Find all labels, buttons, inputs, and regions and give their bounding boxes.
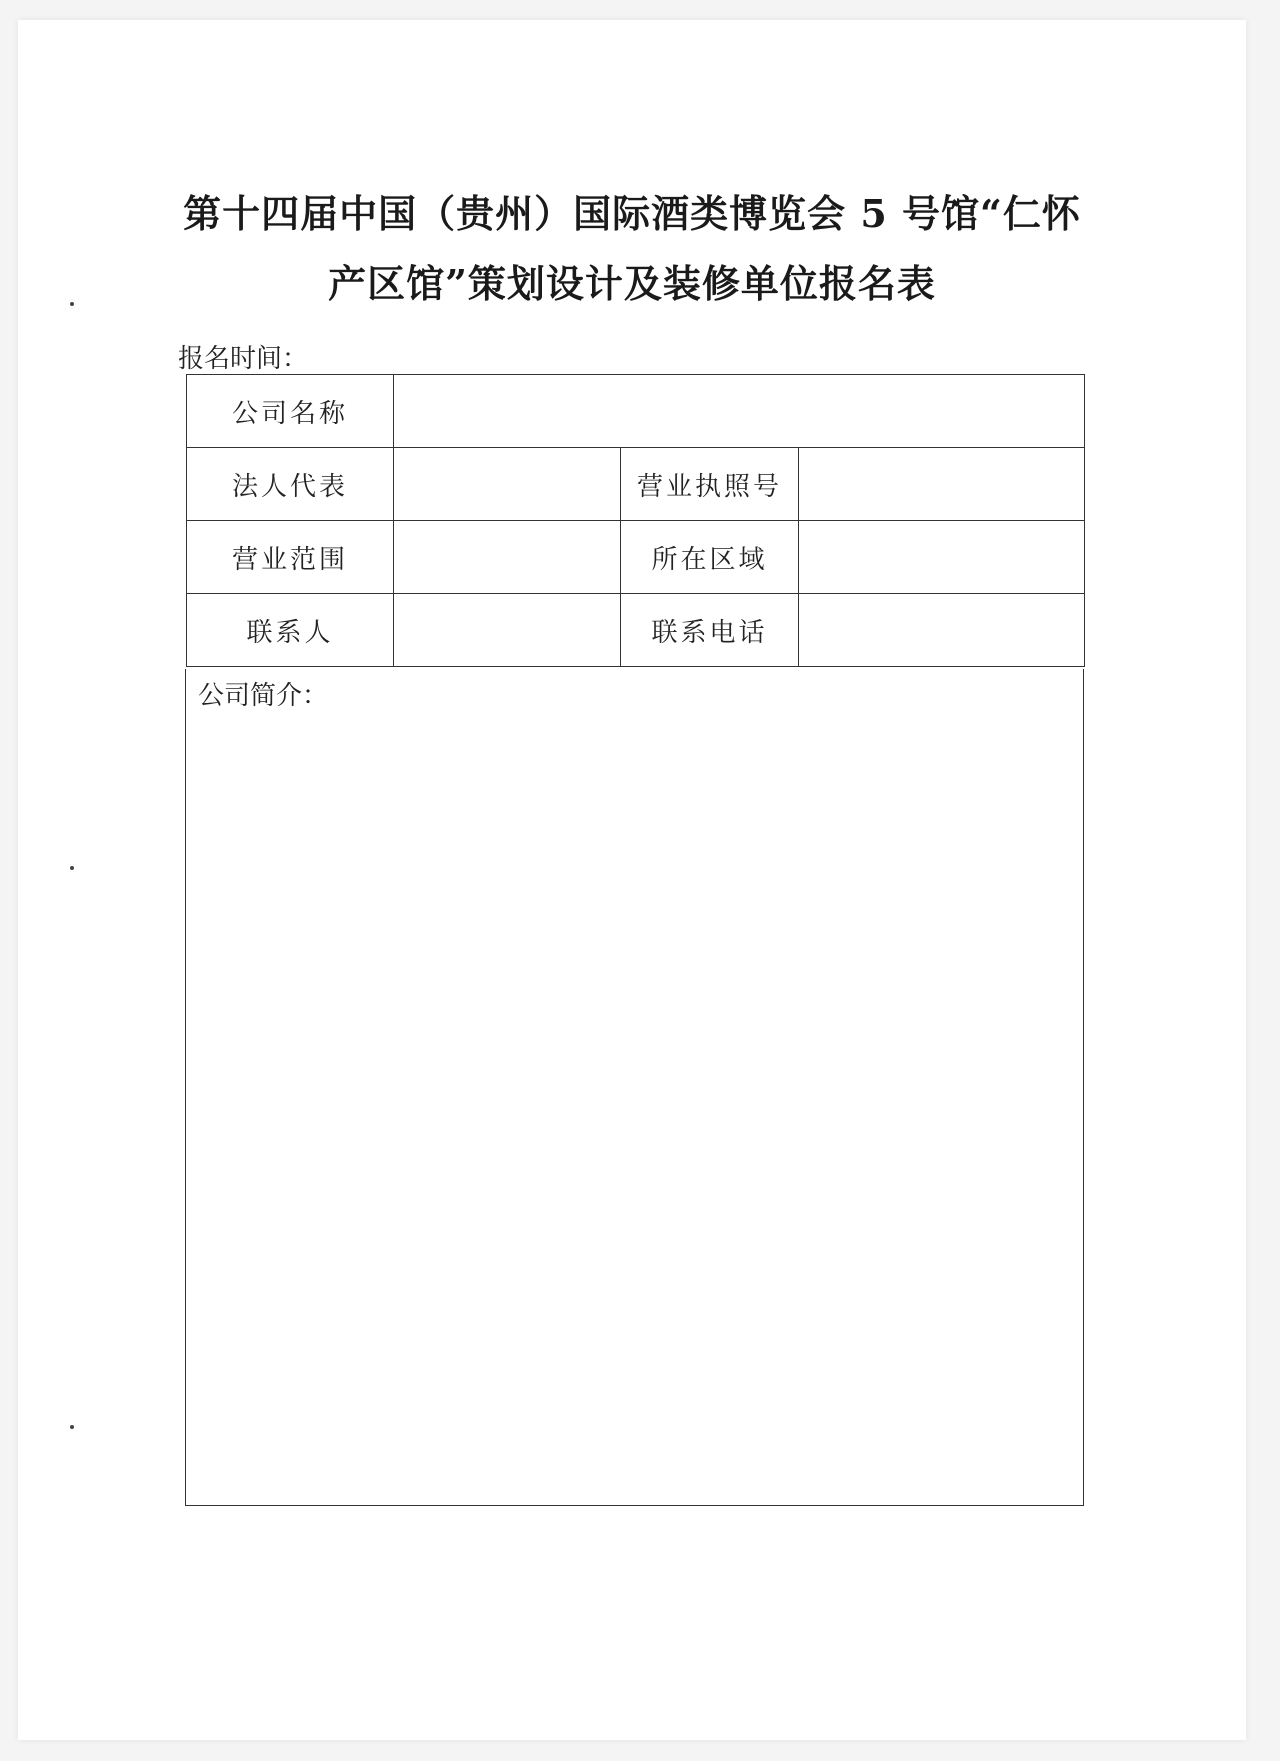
legal-representative-field[interactable] [394, 448, 621, 521]
business-license-label: 营业执照号 [621, 448, 799, 521]
company-intro-field[interactable] [185, 669, 1084, 1506]
company-intro-label: 公司简介： [198, 681, 329, 711]
scan-speck [70, 302, 74, 306]
scan-speck [70, 866, 74, 870]
region-label: 所在区域 [621, 521, 799, 594]
registration-form-table [186, 374, 1085, 667]
table-row [187, 594, 1085, 667]
contact-phone-label: 联系电话 [621, 594, 799, 667]
registration-time-label: 报名时间： [178, 344, 309, 374]
legal-representative-label: 法人代表 [187, 448, 394, 521]
region-field[interactable] [799, 521, 1085, 594]
company-name-field[interactable] [394, 375, 1085, 448]
contact-person-field[interactable] [394, 594, 621, 667]
table-row [187, 448, 1085, 521]
business-scope-label: 营业范围 [187, 521, 394, 594]
business-scope-field[interactable] [394, 521, 621, 594]
scan-speck [70, 1425, 74, 1429]
business-license-field[interactable] [799, 448, 1085, 521]
document-title-line-1: 第十四届中国（贵州）国际酒类博览会 5 号馆“仁怀 [183, 191, 1081, 236]
table-row [187, 375, 1085, 448]
company-name-label: 公司名称 [187, 375, 394, 448]
contact-person-label: 联系人 [187, 594, 394, 667]
contact-phone-field[interactable] [799, 594, 1085, 667]
table-row [187, 521, 1085, 594]
document-page [18, 20, 1246, 1740]
document-title-line-2: 产区馆”策划设计及装修单位报名表 [328, 261, 936, 306]
